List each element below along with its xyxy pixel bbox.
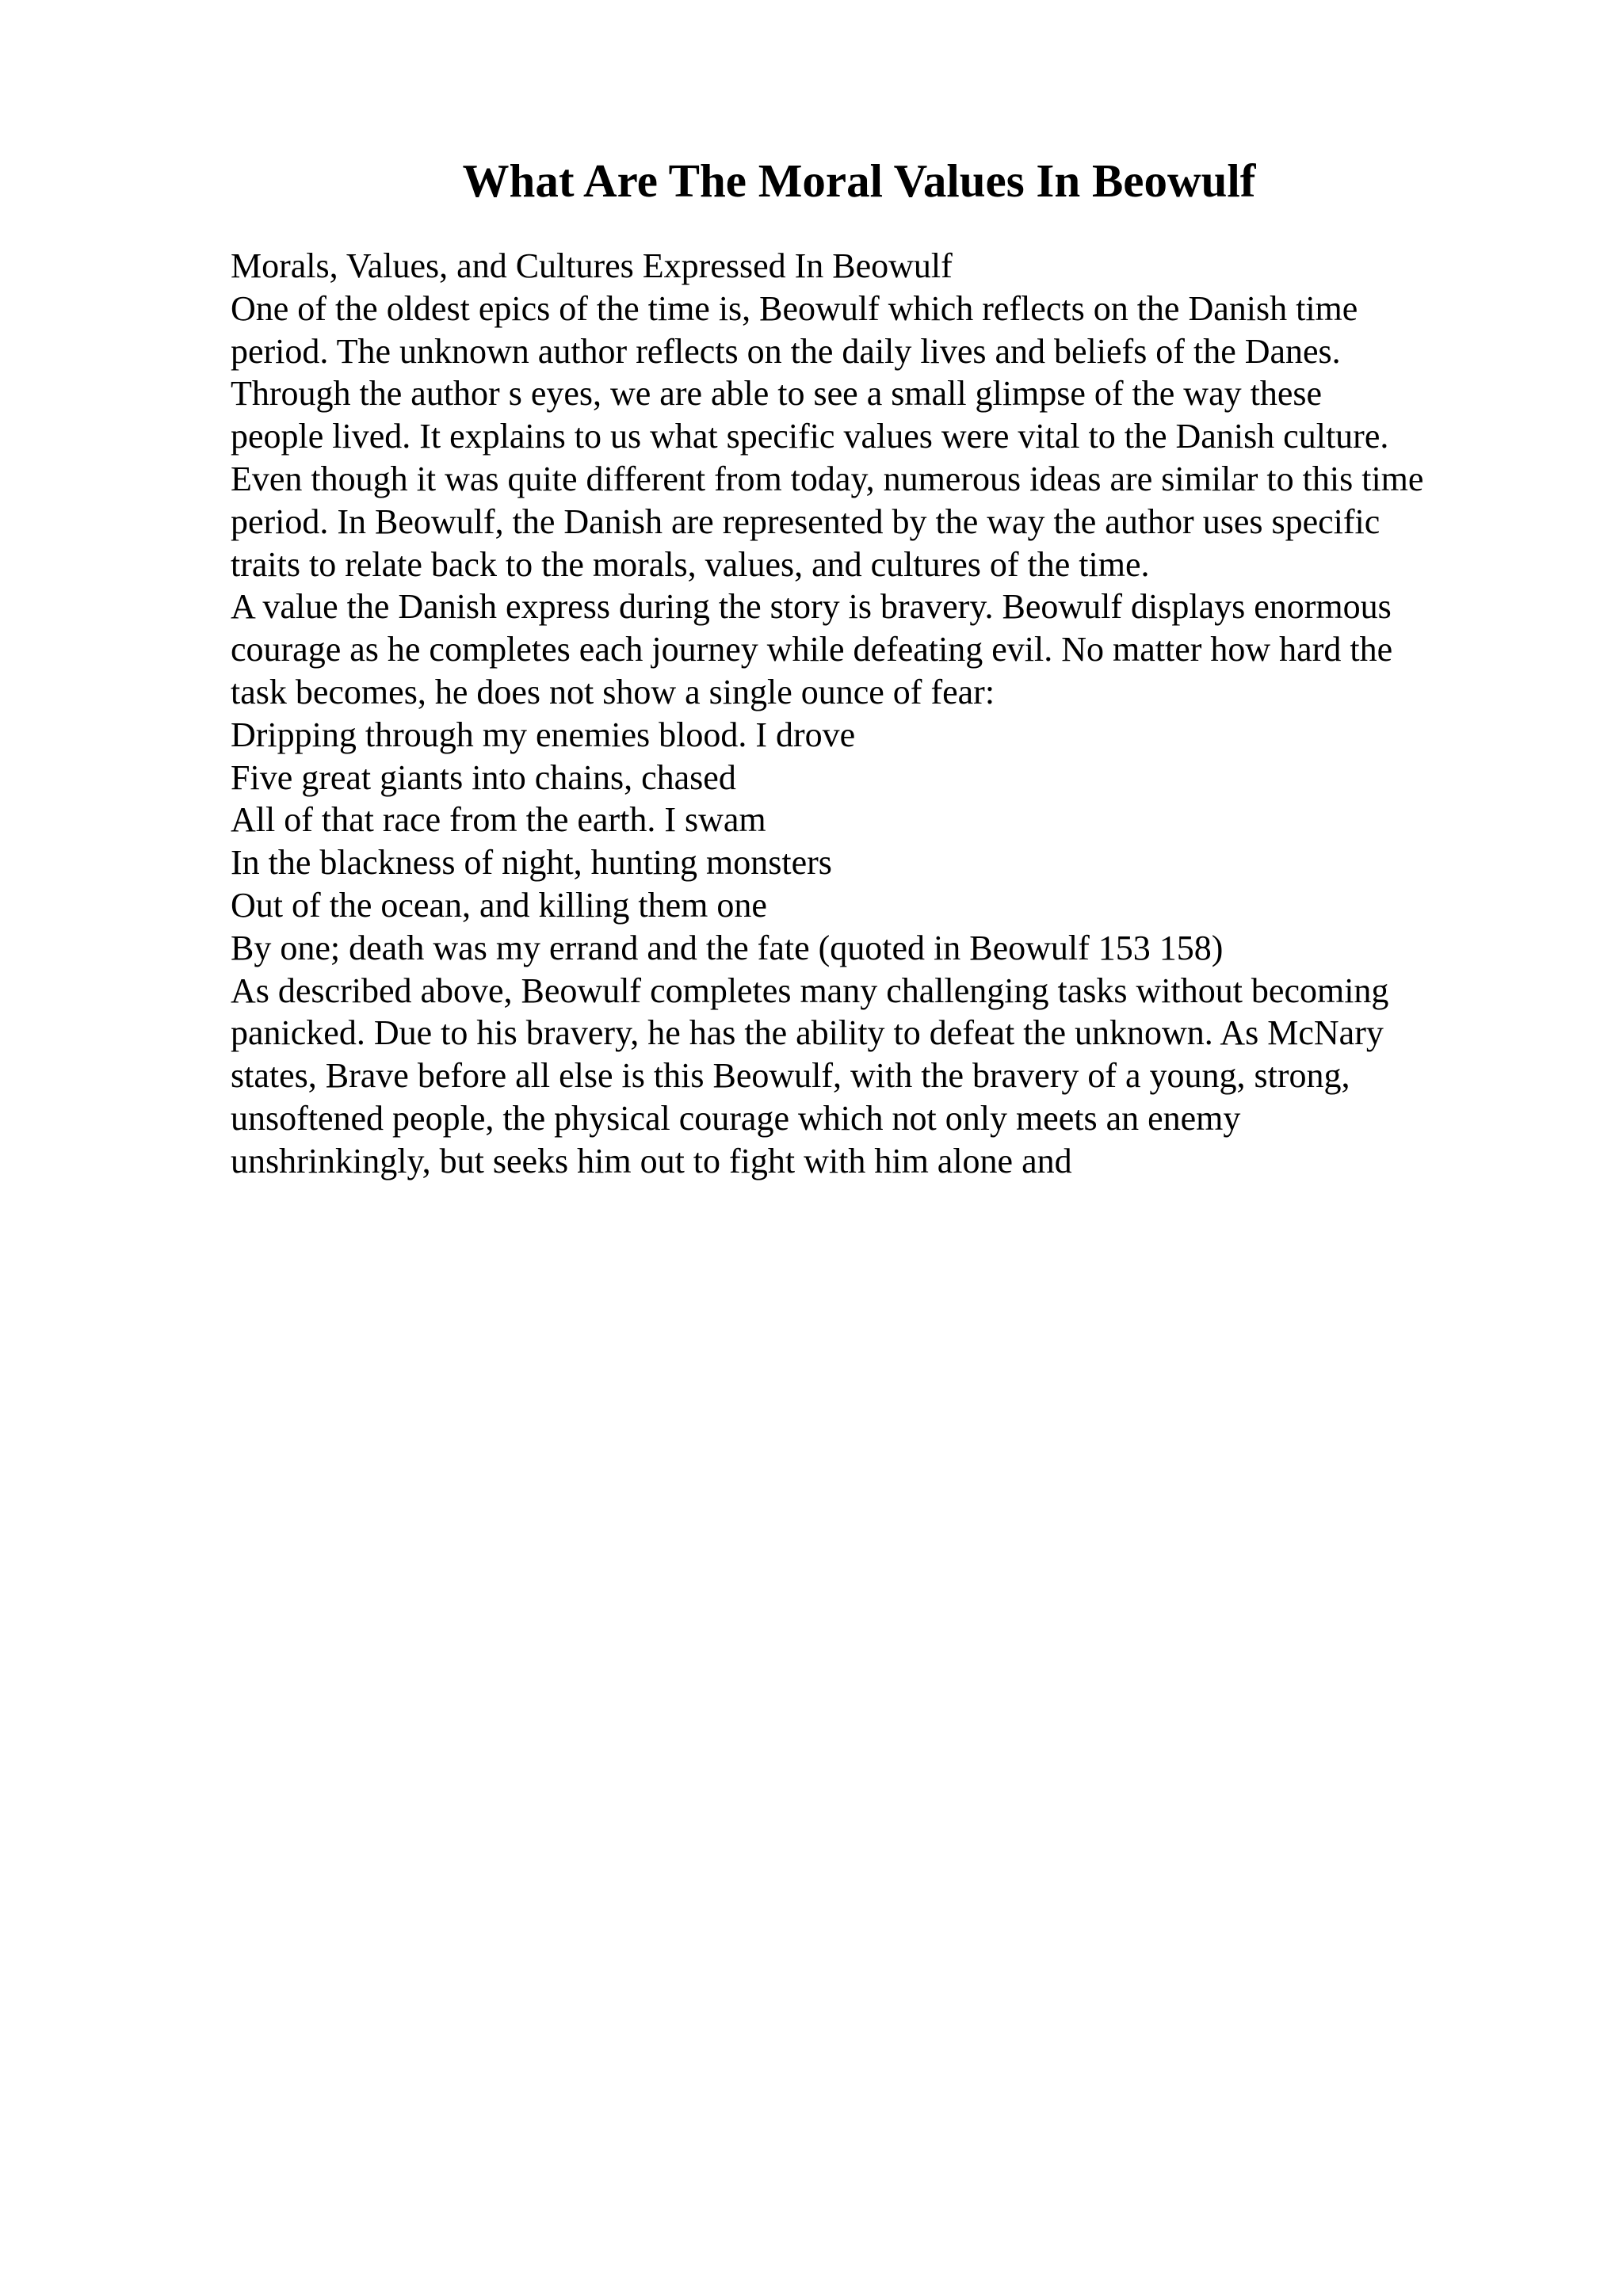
quote-line: Out of the ocean, and killing them one <box>231 885 767 925</box>
document-body <box>231 245 1594 1183</box>
quote-line: By one; death was my errand and the fate (quoted in Beowulf 153 158) <box>231 928 1224 967</box>
body-line: Morals, Values, and Cultures Expressed In Beowulf <box>231 246 953 285</box>
document-title: What Are The Moral Values In Beowulf <box>462 154 1256 207</box>
body-line: traits to relate back to the morals, values, and cultures of the time. <box>231 544 1150 584</box>
body-line: people lived. It explains to us what specific values were vital to the Danish culture. <box>231 417 1389 456</box>
body-line: One of the oldest epics of the time is, Beowulf which reflects on the Danish time <box>231 288 1358 328</box>
body-line: unshrinkingly, but seeks him out to fight with him alone and <box>231 1141 1072 1180</box>
quote-line: Dripping through my enemies blood. I drove <box>231 715 856 754</box>
body-line: task becomes, he does not show a single ounce of fear: <box>231 672 995 711</box>
body-line: unsoftened people, the physical courage which not only meets an enemy <box>231 1098 1241 1138</box>
quote-line: Five great giants into chains, chased <box>231 757 736 797</box>
quote-line: All of that race from the earth. I swam <box>231 800 766 840</box>
body-line: period. The unknown author reflects on the daily lives and beliefs of the Danes. <box>231 331 1341 371</box>
body-line: courage as he completes each journey while defeating evil. No matter how hard the <box>231 630 1393 669</box>
body-line: A value the Danish express during the story is bravery. Beowulf displays enormous <box>231 587 1392 627</box>
body-line: As described above, Beowulf completes many challenging tasks without becoming <box>231 971 1389 1010</box>
body-line: panicked. Due to his bravery, he has the ability to defeat the unknown. As McNary <box>231 1013 1384 1053</box>
body-line: Even though it was quite different from today, numerous ideas are similar to this time <box>231 459 1424 498</box>
quote-line: In the blackness of night, hunting monsters <box>231 843 832 883</box>
body-line: period. In Beowulf, the Danish are represented by the way the author uses specific <box>231 502 1381 541</box>
body-line: Through the author s eyes, we are able to see a small glimpse of the way these <box>231 374 1322 414</box>
body-line: states, Brave before all else is this Beowulf, with the bravery of a young, strong, <box>231 1056 1350 1096</box>
